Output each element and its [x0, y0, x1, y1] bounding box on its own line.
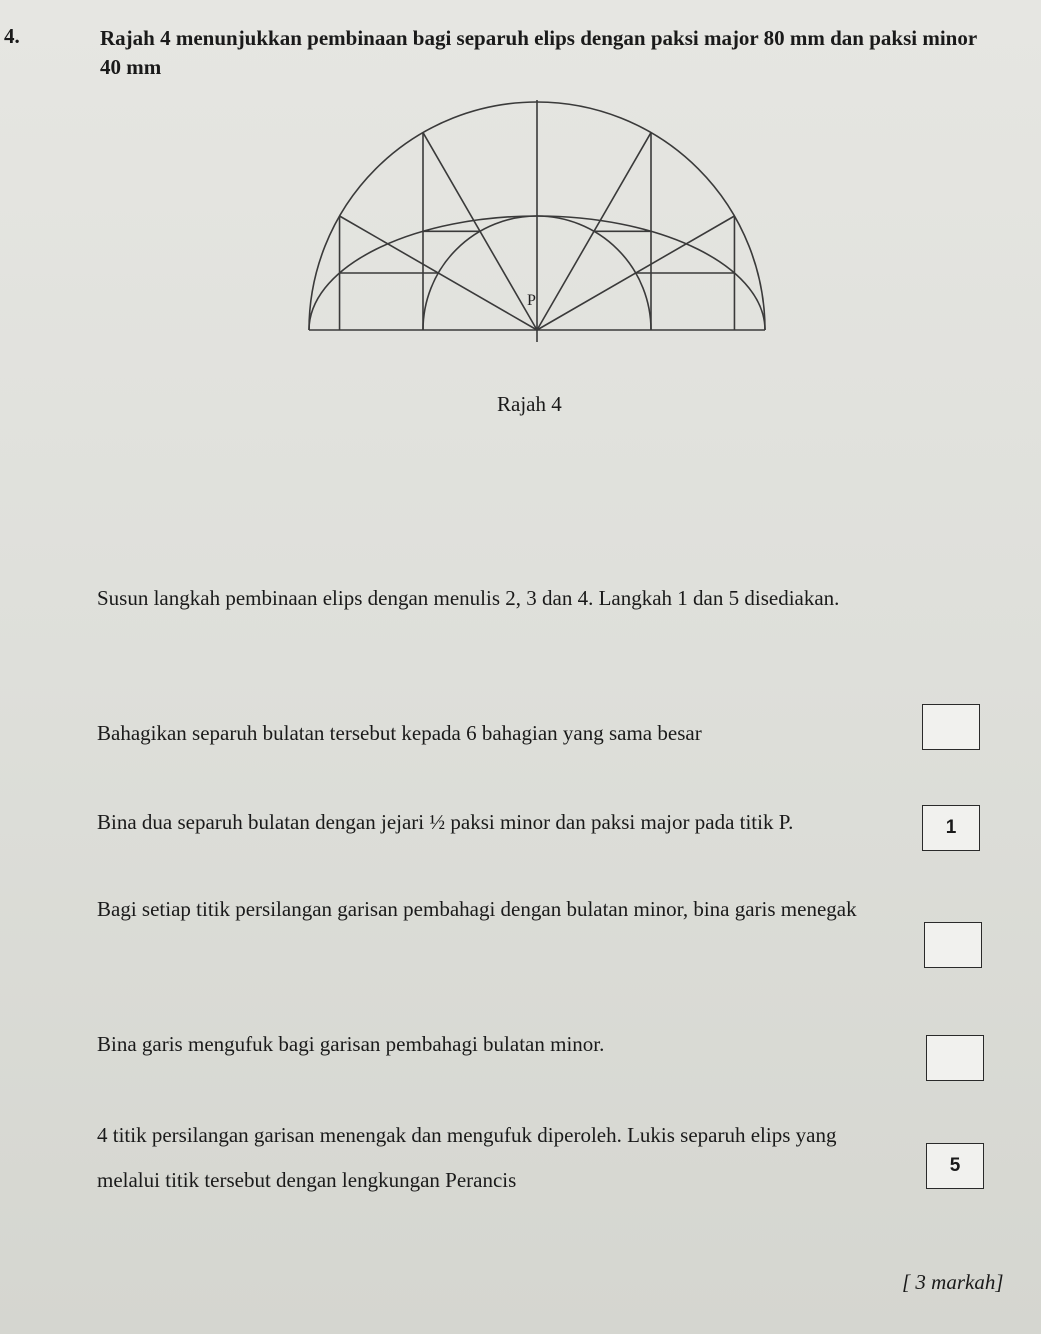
instruction-text: Susun langkah pembinaan elips dengan menulis 2, 3 dan 4. Langkah 1 dan 5 disediakan. — [97, 586, 840, 610]
figure-caption: Rajah 4 — [497, 392, 562, 416]
construction-figure — [300, 96, 780, 356]
answer-box-2[interactable]: 1 — [922, 805, 980, 851]
answer-box-1[interactable] — [922, 704, 980, 750]
answer-box-4[interactable] — [926, 1035, 984, 1081]
point-p-label: P — [527, 292, 536, 309]
step-construct-semicircles: Bina dua separuh bulatan dengan jejari ½ paksi minor dan paksi major pada titik P. — [97, 810, 794, 834]
step-divide-semicircle: Bahagikan separuh bulatan tersebut kepada 6 bahagian yang sama besar — [97, 721, 702, 745]
step-vertical-lines: Bagi setiap titik persilangan garisan pembahagi dengan bulatan minor, bina garis menegak — [97, 897, 857, 921]
step-draw-ellipse: 4 titik persilangan garisan menengak dan mengufuk diperoleh. Lukis separuh elips yang melalui titik tersebut dengan lengkungan Perancis — [97, 1123, 837, 1192]
marks-label: [ 3 markah] — [902, 1270, 1004, 1294]
step-horizontal-lines: Bina garis mengufuk bagi garisan pembahagi bulatan minor. — [97, 1032, 605, 1056]
answer-box-3[interactable] — [924, 922, 982, 968]
answer-box-5[interactable]: 5 — [926, 1143, 984, 1189]
question-intro: Rajah 4 menunjukkan pembinaan bagi separuh elips dengan paksi major 80 mm dan paksi minor 40 mm — [100, 26, 977, 79]
question-number: 4. — [4, 24, 20, 48]
